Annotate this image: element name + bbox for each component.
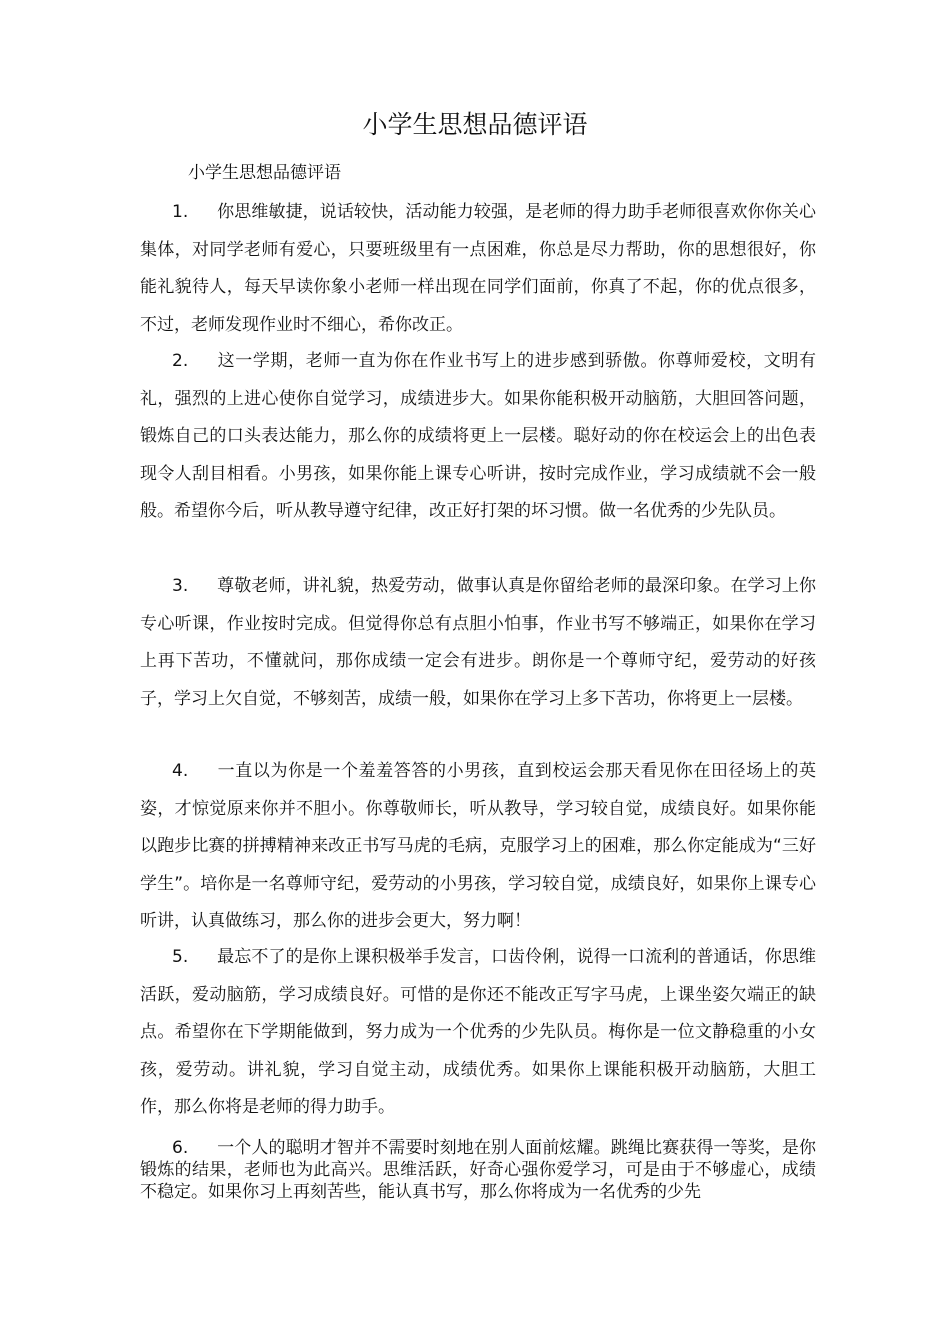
item-text: 这一学期，老师一直为你在作业书写上的进步感到骄傲。你尊师爱校，文明有礼，强烈的上进心使你自觉学习，成绩进步大。如果你能积极开动脑筋，大胆回答问题，锻炼自己的口头表达能力，那么你的成绩将更上一层楼。聪好动的你在校运会上的出色表现令人刮目相看。小男孩，如果你能上课专心听讲，按时完成作业，学习成绩就不会一般般。希望你今后，听从教导遵守纪律，改正好打架的坏习惯。做一名优秀的少先队员。 xyxy=(140,351,816,521)
item-text: 最忘不了的是你上课积极举手发言，口齿伶俐，说得一口流利的普通话，你思维活跃，爱动脑筋，学习成绩良好。可惜的是你还不能改正写字马虎，上课坐姿欠端正的缺点。希望你在下学期能做到，努力成为一个优秀的少先队员。梅你是一位文静稳重的小女孩，爱劳动。讲礼貌，学习自觉主动，成绩优秀。如果你上课能积极开动脑筋，大胆工作，那么你将是老师的得力助手。 xyxy=(140,947,816,1117)
item-number: 6. xyxy=(172,1138,189,1158)
item-number: 4. xyxy=(172,761,189,781)
document-subtitle: 小学生思想品德评语 xyxy=(188,163,341,183)
document-title: 小学生思想品德评语 xyxy=(362,110,588,139)
item-number: 1. xyxy=(172,202,189,222)
item-text: 你思维敏捷，说话较快，活动能力较强，是老师的得力助手老师很喜欢你你关心集体，对同学老师有爱心，只要班级里有一点困难，你总是尽力帮助，你的思想很好，你能礼貌待人，每天早读你象小老师一样出现在同学们面前，你真了不起，你的优点很多，不过，老师发现作业时不细心，希你改正。 xyxy=(140,202,816,335)
item-number: 2. xyxy=(172,351,189,371)
item-text: 一直以为你是一个羞羞答答的小男孩，直到校运会那天看见你在田径场上的英姿，才惊觉原来你并不胆小。你尊敬师长，听从教导，学习较自觉，成绩良好。如果你能以跑步比赛的拼搏精神来改正书写马虎的毛病，克服学习上的困难，那么你定能成为“三好学生”。培你是一名尊师守纪，爱劳动的小男孩，学习较自觉，成绩良好，如果你上课专心听讲，认真做练习，那么你的进步会更大，努力啊！ xyxy=(140,761,816,931)
comment-paragraph-6 xyxy=(140,1137,816,1203)
item-text: 一个人的聪明才智并不需要时刻地在别人面前炫耀。跳绳比赛获得一等奖，是你锻炼的结果，老师也为此高兴。思维活跃，好奇心强你爱学习，可是由于不够虚心，成绩不稳定。如果你习上再刻苦些，能认真书写，那么你将成为一名优秀的少先 xyxy=(140,1138,816,1202)
comment-paragraph-2 xyxy=(140,343,816,531)
item-number: 3. xyxy=(172,576,189,596)
item-text: 尊敬老师，讲礼貌，热爱劳动，做事认真是你留给老师的最深印象。在学习上你专心听课，作业按时完成。但觉得你总有点胆小怕事，作业书写不够端正，如果你在学习上再下苦功，不懂就问，那你成绩一定会有进步。朗你是一个尊师守纪，爱劳动的好孩子，学习上欠自觉，不够刻苦，成绩一般，如果你在学习上多下苦功，你将更上一层楼。 xyxy=(140,576,816,709)
comment-paragraph-5 xyxy=(140,939,816,1127)
item-number: 5. xyxy=(172,947,189,967)
comment-paragraph-4 xyxy=(140,753,816,941)
comment-paragraph-1 xyxy=(140,194,816,344)
comment-paragraph-3 xyxy=(140,568,816,718)
